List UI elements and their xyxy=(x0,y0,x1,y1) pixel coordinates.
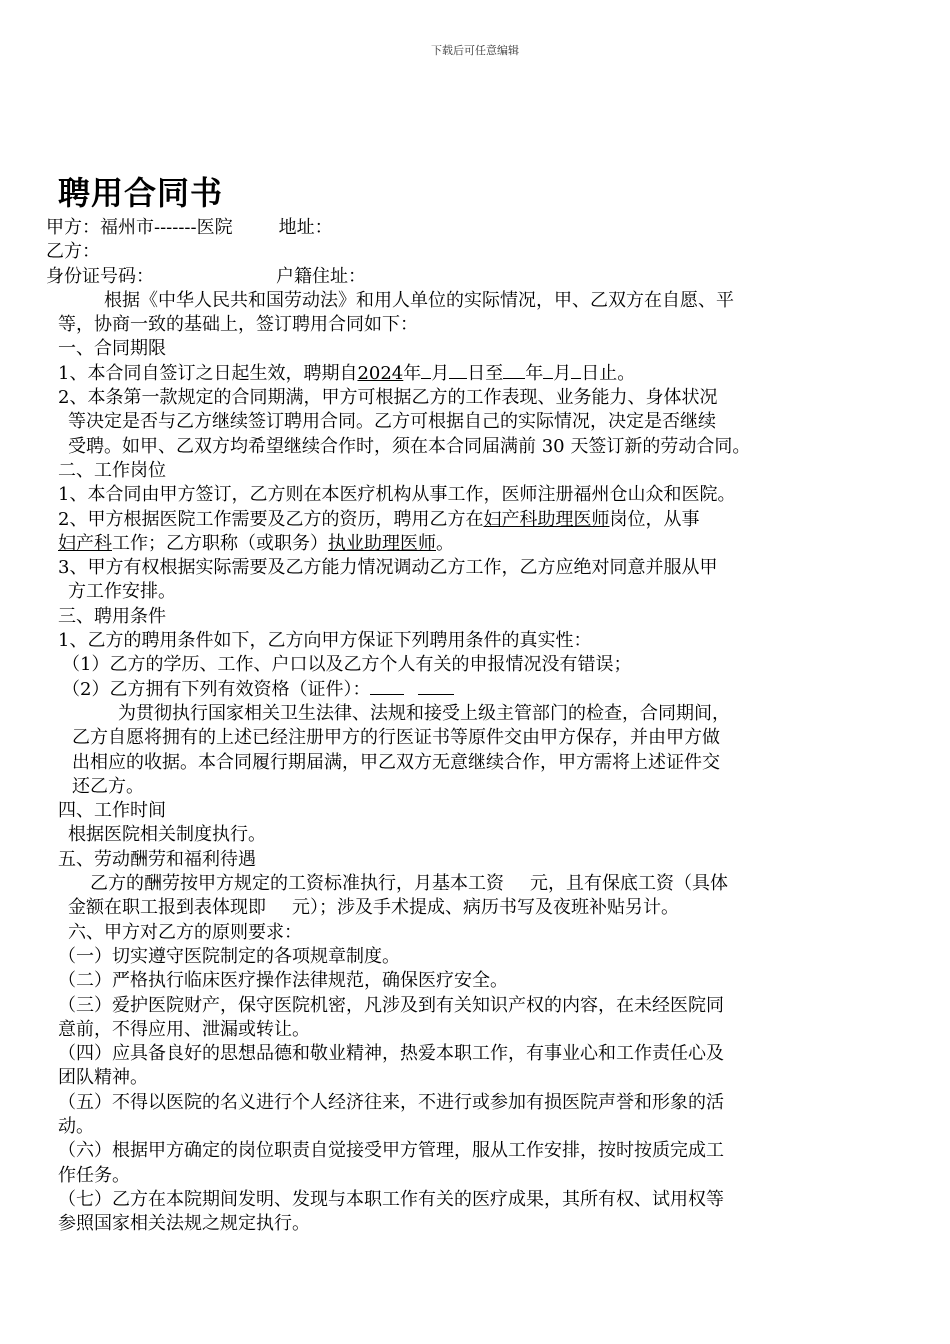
section-6-item-3-line-1: （三）爱护医院财产，保守医院机密，凡涉及到有关知识产权的内容，在未经医院同 xyxy=(58,994,724,1016)
contract-body xyxy=(0,216,950,1236)
section-6-item-2: （二）严格执行临床医疗操作法律规范，确保医疗安全。 xyxy=(58,970,508,992)
section-6-item-6-line-1: （六）根据甲方确定的岗位职责自觉接受甲方管理，服从工作安排，按时按质完成工 xyxy=(58,1140,724,1162)
document-title: 聘用合同书 xyxy=(58,174,224,212)
section-3-para-line-4: 还乙方。 xyxy=(72,775,144,797)
section-2-item-1: 1、本合同由甲方签订，乙方则在本医疗机构从事工作，医师注册福州仓山众和医院。 xyxy=(58,484,736,506)
domicile-label: 户籍住址： xyxy=(276,265,366,287)
section-3-cond-1: （1）乙方的学历、工作、户口以及乙方个人有关的申报情况没有错误； xyxy=(62,654,632,676)
section-1-item-2-line-3: 受聘。如甲、乙双方均希望继续合作时，须在本合同届满前 30 天签订新的劳动合同。 xyxy=(68,435,751,457)
section-1-title: 一、合同期限 xyxy=(58,338,166,360)
section-2-item-2-line-1: 2、甲方根据医院工作需要及乙方的资历，聘用乙方在妇产科助理医师岗位，从事 xyxy=(58,508,700,530)
section-1-item-2-line-1: 2、本条第一款规定的合同期满，甲方可根据乙方的工作表现、业务能力、身体状况 xyxy=(58,387,718,409)
section-6-item-1: （一）切实遵守医院制定的各项规章制度。 xyxy=(58,945,400,967)
section-3-cond-2: （2）乙方拥有下列有效资格（证件）： xyxy=(0,678,950,702)
section-5-line-2: 金额在职工报到表体现即 元）；涉及手术提成、病历书写及夜班补贴另计。 xyxy=(68,897,679,919)
section-3-para-line-2: 乙方自愿将拥有的上述已经注册甲方的行医证书等原件交由甲方保存，并由甲方做 xyxy=(72,727,720,749)
section-3-title: 三、聘用条件 xyxy=(58,605,166,627)
section-3-para-line-3: 出相应的收据。本合同履行期届满，甲乙双方无意继续合作，甲方需将上述证件交 xyxy=(72,751,720,773)
section-6-item-3-line-2: 意前，不得应用、泄漏或转让。 xyxy=(58,1018,310,1040)
section-6-item-5-line-1: （五）不得以医院的名义进行个人经济往来，不进行或参加有损医院声誉和形象的活 xyxy=(58,1091,724,1113)
jia-label: 甲方： xyxy=(46,217,100,238)
section-2-item-2-line-2: 妇产科工作；乙方职称（或职务）执业助理医师。 xyxy=(58,532,454,554)
section-1-item-2-line-2: 等决定是否与乙方继续签订聘用合同。乙方可根据自己的实际情况，决定是否继续 xyxy=(68,411,716,433)
yi-label: 乙方： xyxy=(46,241,100,263)
download-note: 下载后可任意编辑 xyxy=(431,44,519,57)
section-3-para-line-1: 为贯彻执行国家相关卫生法律、法规和接受上级主管部门的检查，合同期间， xyxy=(118,702,730,724)
party-jia-line xyxy=(0,216,950,240)
section-4-text: 根据医院相关制度执行。 xyxy=(68,824,266,846)
id-line xyxy=(0,265,950,289)
section-2-item-3-line-1: 3、甲方有权根据实际需要及乙方能力情况调动乙方工作，乙方应绝对同意并服从甲 xyxy=(58,557,718,579)
intro-line-1: 根据《中华人民共和国劳动法》和用人单位的实际情况，甲、乙双方在自愿、平 xyxy=(104,289,734,311)
section-2-item-3-line-2: 方工作安排。 xyxy=(68,581,176,603)
section-1-item-1: 1、本合同自签订之日起生效，聘期自2024年 月 日至 年 月 日止。 xyxy=(58,362,636,384)
section-5-title: 五、劳动酬劳和福利待遇 xyxy=(58,848,256,870)
section-6-item-7-line-1: （七）乙方在本院期间发明、发现与本职工作有关的医疗成果，其所有权、试用权等 xyxy=(58,1188,724,1210)
section-6-item-6-line-2: 作任务。 xyxy=(58,1164,130,1186)
intro-line-2: 等，协商一致的基础上，签订聘用合同如下： xyxy=(58,314,418,336)
id-label: 身份证号码： xyxy=(46,265,154,287)
section-4-title: 四、工作时间 xyxy=(58,800,166,822)
section-6-item-5-line-2: 动。 xyxy=(58,1115,94,1137)
section-6-title: 六、甲方对乙方的原则要求： xyxy=(68,921,302,943)
section-6-item-4-line-2: 团队精神。 xyxy=(58,1067,148,1089)
section-2-title: 二、工作岗位 xyxy=(58,459,166,481)
jia-value: 福州市-------医院 xyxy=(100,217,233,238)
section-6-item-7-line-2: 参照国家相关法规之规定执行。 xyxy=(58,1213,310,1235)
party-yi-line xyxy=(0,240,950,264)
section-6-item-4-line-1: （四）应具备良好的思想品德和敬业精神，热爱本职工作，有事业心和工作责任心及 xyxy=(58,1043,724,1065)
section-5-line-1: 乙方的酬劳按甲方规定的工资标准执行，月基本工资 元，且有保底工资（具体 xyxy=(90,873,728,895)
address-label: 地址： xyxy=(278,217,333,238)
section-3-item-1: 1、乙方的聘用条件如下，乙方向甲方保证下列聘用条件的真实性： xyxy=(58,630,592,652)
